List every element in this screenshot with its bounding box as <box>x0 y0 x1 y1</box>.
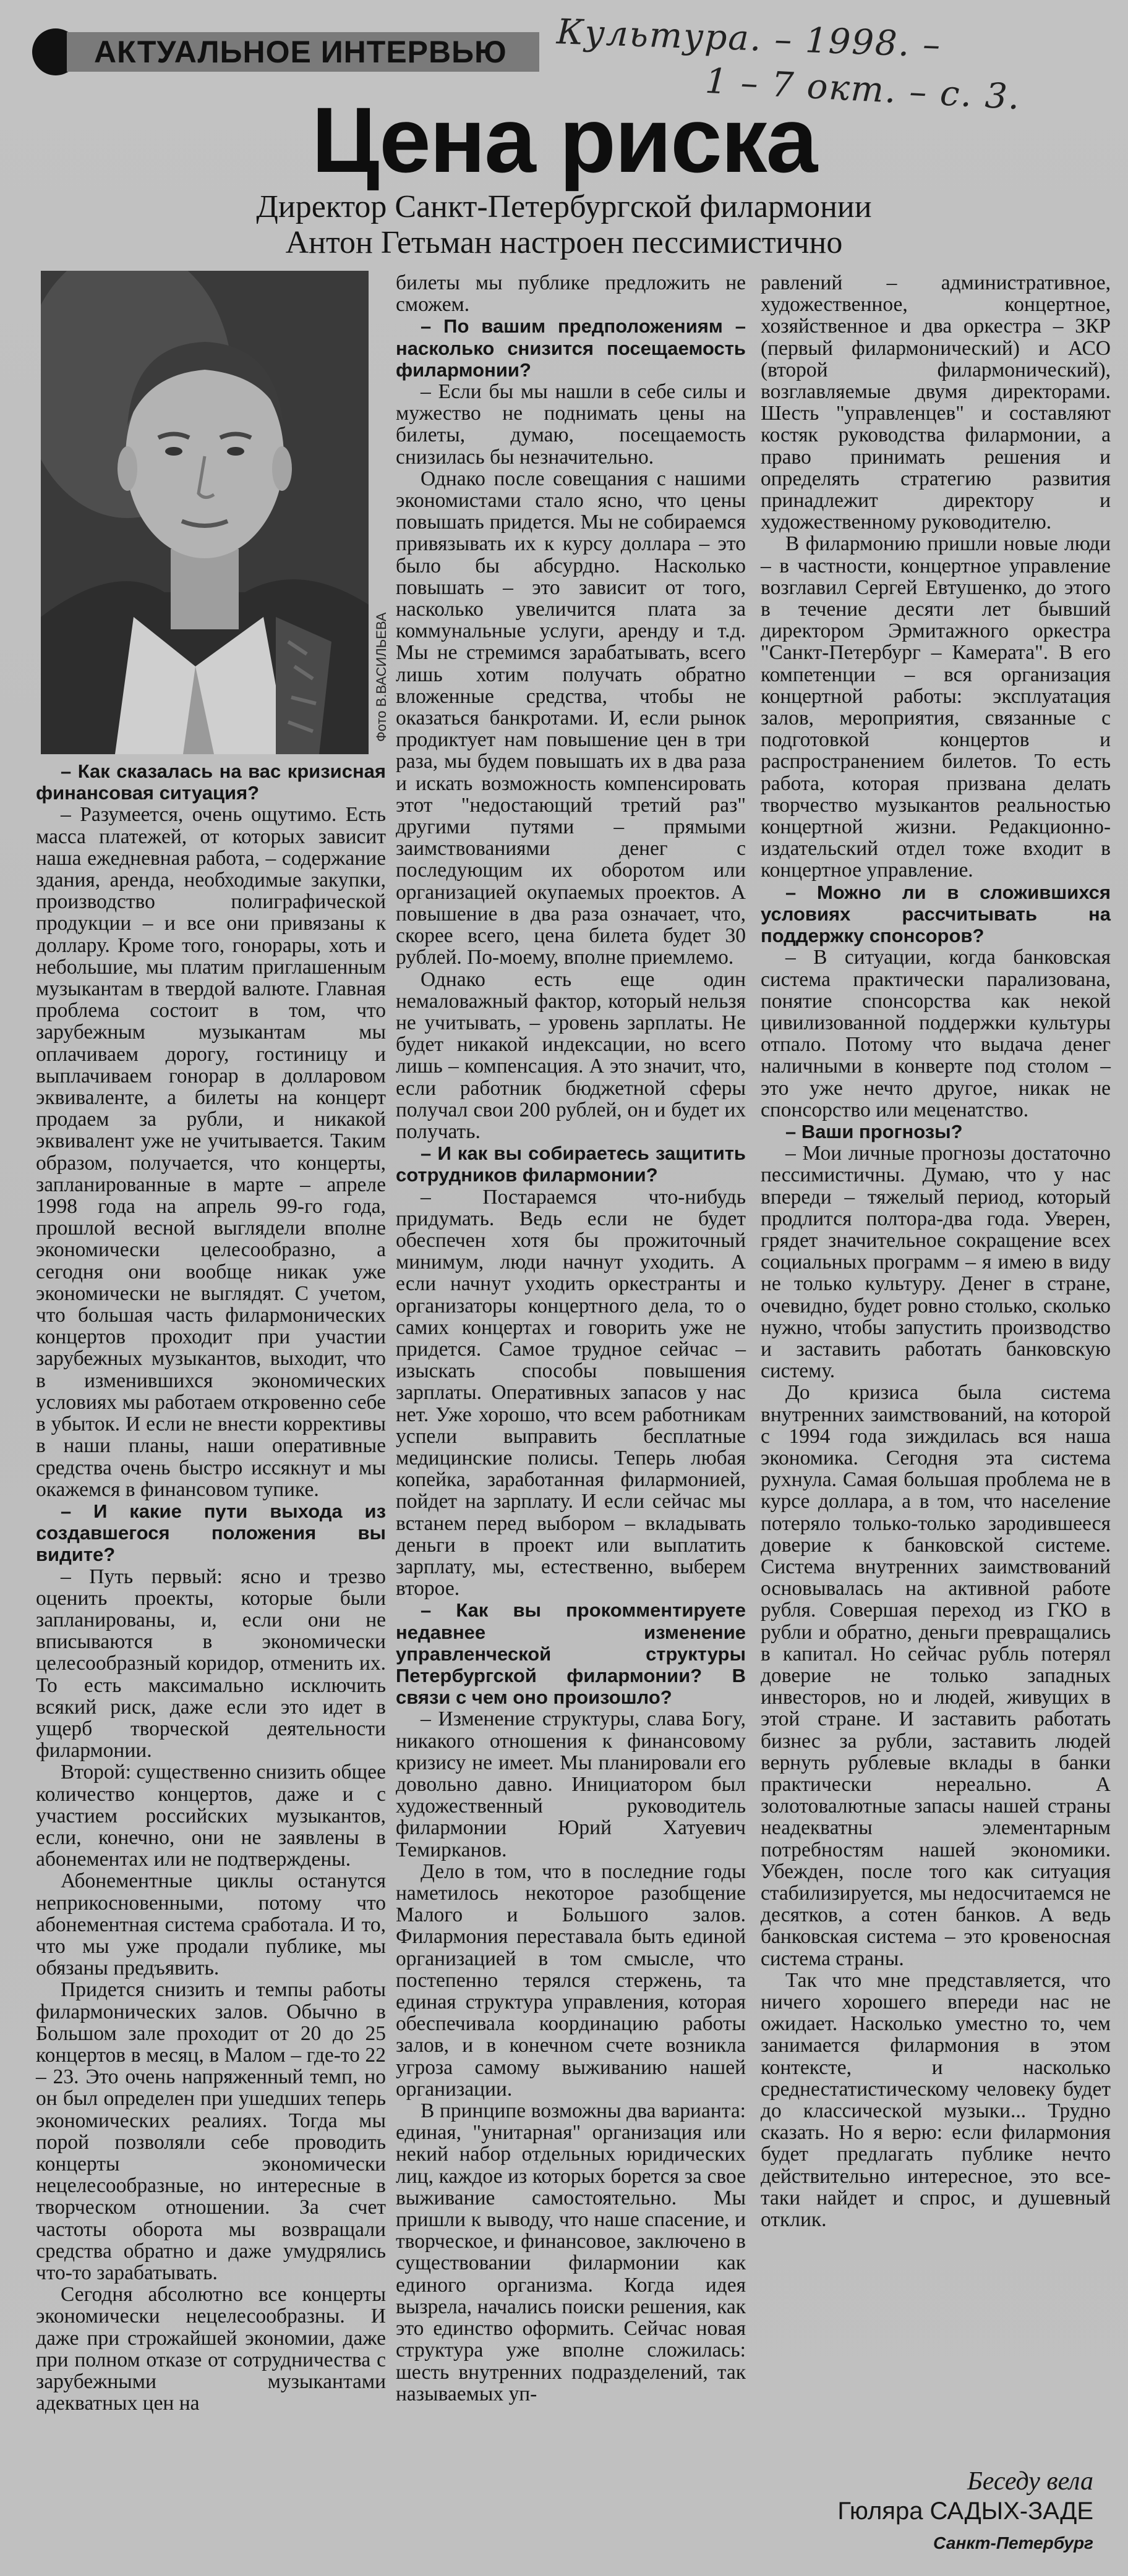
rubric <box>32 25 539 79</box>
photo-credit: Фото В.ВАСИЛЬЕВА <box>374 612 389 742</box>
article-paragraph: – Изменение структуры, слава Богу, никакого отношения к финансовому кризису не имеет. Мы планировали его довольно давно. Инициатором был художественный руководитель филармонии Юрий Хатуевич Темирканов. <box>396 1707 746 1861</box>
portrait-photo <box>41 271 369 754</box>
article-paragraph: Придется снизить и темпы работы филармонических залов. Обычно в Большом зале проходит от 20 до 25 концертов в месяц, в Малом – где-то 22 – 23. Это очень напряженный темп, но он был определен при ушедших теперь экономических реалиях. Тогда мы порой позволяли себе проводить концерты экономически нецелесообразные, но интересные в творческом отношении. За счет частоты оборота мы возвращали средства обратно и даже умудрялись что-то зарабатывать. <box>36 1978 386 2285</box>
article-paragraph: Второй: существенно снизить общее количество концертов, даже и с участием российских музыкантов, если, конечно, они не заявлены в абонементах или не подтверждены. <box>36 1761 386 1871</box>
interview-question: – Как сказалась на вас кризисная финансовая ситуация? <box>36 760 386 804</box>
byline-author: Гюляра САДЫХ-ЗАДЕ <box>837 2497 1093 2525</box>
article-column-3 <box>761 272 1111 2230</box>
interview-question: – И какие пути выхода из создавшегося положения вы видите? <box>36 1500 386 1566</box>
article-paragraph: – Путь первый: ясно и трезво оценить проекты, которые были запланированы, и, если они не вписываются в экономически целесообразный коридор, отменить их. То есть максимально исключить всякий риск, даже если это идет в ущерб творческой деятельности филармонии. <box>36 1565 386 1762</box>
rubric-label: АКТУАЛЬНОЕ ИНТЕРВЬЮ <box>94 35 507 69</box>
article-column-1 <box>36 760 386 2414</box>
article-paragraph: – Если бы мы нашли в себе силы и мужество не поднимать цены на билеты, думаю, посещаемость снизилась бы незначительно. <box>396 380 746 469</box>
article-paragraph: До кризиса была система внутренних заимствований, на которой с 1994 года зиждилась вся наша экономика. Сегодня эта система рухнула. Самая большая проблема не в курсе доллара, а в том, что население потеряло только-только зародившееся доверие к банковской системе. Система внутренних заимствований основывалась на активной работе рубля. Совершая переход из ГКО в рубли и обратно, деньги превращались в капитал. Но сейчас рубль потерял доверие не только западных инвесторов, но и людей, живущих в этой стране. И заставить работать бизнес за рубли, заставить людей вернуть рублевые вклады в банки практически нереально. А золотовалютные запасы нашей страны неадекватны элементарным потребностям нашей экономики. Убежден, после того как ситуация стабилизируется, мы недосчитаемся не десятков, а сотен банков. А ведь банковская система – это кровеносная система страны. <box>761 1381 1111 1970</box>
article-paragraph: Сегодня абсолютно все концерты экономически нецелесообразны. И даже при строжайшей экономии, даже при полном отказе от сотрудничества с зарубежными музыкантами адекватных цен на <box>36 2283 386 2415</box>
handwritten-source-line-2: 1 – 7 окт. – с. 3. <box>704 61 1022 118</box>
article-paragraph: – Мои личные прогнозы достаточно пессимистичны. Думаю, что у нас впереди – тяжелый период, который продлится полтора-два года. Уверен, грядет значительное сокращение всех социальных программ – я имею в виду не только культуру. Денег в стране, очевидно, будет ровно столько, сколько нужно, чтобы запустить производство и заставить работать банковскую систему. <box>761 1142 1111 1383</box>
byline-location: Санкт-Петербург <box>933 2533 1093 2553</box>
rubric-bar <box>67 32 539 72</box>
interview-question: – Как вы прокомментируете недавнее изменение управленческой структуры Петербургской филармонии? В связи с чем оно произошло? <box>396 1599 746 1709</box>
headline: Цена риска <box>311 88 817 192</box>
byline-intro: Беседу вела <box>967 2467 1093 2496</box>
article-paragraph: равлений – административное, художественное, концертное, хозяйственное и два оркестра – ЗКР (первый филармонический) и АСО (второй филармонический), возглавляемые двумя директорами. Шесть "управленцев" и составляют костяк руководства филармонии, а право принимать решения и определять стратегию развития принадлежит директору и художественному руководителю. <box>761 271 1111 534</box>
portrait-illustration <box>41 271 369 754</box>
interview-question: – Можно ли в сложившихся условиях рассчитывать на поддержку спонсоров? <box>761 881 1111 947</box>
interview-question: – Ваши прогнозы? <box>785 1120 963 1142</box>
article-paragraph: В принципе возможны два варианта: единая, "унитарная" организация или некий набор отдельных юридических лиц, каждое из которых борется за свое выживание самостоятельно. Мы пришли к выводу, что наше спасение, и творческое, и финансовое, заключено в существовании филармонии как единого организма. Когда идея вызрела, начались поиски решения, как это единство оформить. Сейчас новая структура уже вполне сложилась: шесть внутренних подразделений, так называемых уп- <box>396 2099 746 2405</box>
article-paragraph: билеты мы публике предложить не сможем. <box>396 271 746 317</box>
article-paragraph: Так что мне представляется, что ничего хорошего впереди нас не ожидает. Насколько уместно то, чем занимается филармония в этом контексте, и насколько среднестатистическому человеку будет до классической музыки... Трудно сказать. Но я верю: если филармония будет предлагать публике нечто действительно интересное, это все-таки найдет и спрос, и душевный отклик. <box>761 1968 1111 2232</box>
article-paragraph: Однако есть еще один немаловажный фактор, который нельзя не учитывать, – уровень зарплаты. Не будет никакой индексации, но всего лишь – компенсация. А это значит, что, если работник бюджетной сферы получал свои 200 рублей, он и будет их получать. <box>396 967 746 1143</box>
article-paragraph: – Постараемся что-нибудь придумать. Ведь если не будет обеспечен хотя бы прожиточный минимум, люди начнут уходить. А если начнут уходить оркестранты и организаторы концертного дела, то о самих концертах и говорить уже не придется. Самое трудное сейчас – изыскать способы повышения зарплаты. Оперативных запасов у нас нет. Уже хорошо, что всем работникам успели выправить бесплатные медицинские полисы. Теперь любая копейка, заработанная филармонией, пойдет на зарплату. И если сейчас мы встанем перед выбором – вкладывать деньги в проект или выплатить зарплату, мы, естественно, выберем второе. <box>396 1185 746 1600</box>
article-paragraph: В филармонию пришли новые люди – в частности, концертное управление возглавил Сергей Евтушенко, до этого в течение десяти лет бывший директором Эрмитажного оркестра "Санкт-Петербург – Камерата". В его компетенции – вся организация концертной работы: эксплуатация залов, мероприятия, связанные с подготовкой концертов и распространением билетов. То есть работа, которая призвана делать творчество музыкантов реальностью концертной жизни. Редакционно-издательский отдел тоже входит в концертное управление. <box>761 532 1111 882</box>
interview-question: – По вашим предположениям – насколько снизится посещаемость филармонии? <box>396 315 746 381</box>
subheadline-line-1: Директор Санкт-Петербургской филармонии <box>256 189 872 224</box>
article-paragraph: Однако после совещания с нашими экономистами стало ясно, что цены повышать придется. Мы не собираемся привязывать их к курсу доллара – это было бы абсурдно. Насколько повышать – это зависит от того, насколько увеличится плата за коммунальные услуги, аренду и т.д. Мы не стремимся зарабатывать, всего лишь хотим получать обратно вложенные средства, чтобы не оказаться банкротами. И, если рынок продиктует нам повышение цен в три раза, мы будем повышать их в два раза и искать возможность компенсировать этот "недостающий третий раз" другими путями – прямыми заимствованиями денег с последующим их оборотом или организацией окупаемых проектов. А повышение в два раза означает, что, скорее всего, цена билета будет 30 рублей. По-моему, вполне приемлемо. <box>396 467 746 969</box>
article-paragraph: Дело в том, что в последние годы наметилось некоторое разобщение Малого и Большого залов. Филармония переставала быть единой организацией в том смысле, что постепенно терялся стержень, та единая структура управления, которая обеспечивала координацию работы залов, и в конечном счете возникла угроза самому выживанию нашей организации. <box>396 1860 746 2101</box>
interview-question: – И как вы собираетесь защитить сотрудников филармонии? <box>396 1142 746 1186</box>
article-paragraph: – Разумеется, очень ощутимо. Есть масса платежей, от которых зависит наша ежедневная работа, – содержание здания, аренда, необходимые закупки, производство полиграфической продукции – и все они привязаны к доллару. Кроме того, гонорары, хоть и небольшие, мы платим приглашенным музыкантам в твердой валюте. Главная проблема состоит в том, что зарубежным музыкантам мы оплачиваем дорогу, гостиницу и выплачиваем гонорар в долларовом эквиваленте, а билеты на концерт продаем за рубли, и никакой эквивалент уже не учитывается. Таким образом, получается, что концерты, запланированные в марте – апреле 1998 года на апрель 99-го года, прошлой весной выглядели вполне экономически целесообразно, а сегодня они вообще никак уже экономически не выглядят. С учетом, что большая часть филармонических концертов проходит при участии зарубежных музыкантов, выходит, что в изменившихся экономических условиях мы работаем откровенно себе в убыток. И если не внести коррективы в наши планы, наши оперативные средства очень быстро иссякнут и мы окажемся в финансовом тупике. <box>36 803 386 1501</box>
article-paragraph: Абонементные циклы останутся неприкосновенными, потому что абонементная система сработала. И то, что мы уже продали публике, мы обязаны предъявить. <box>36 1869 386 1980</box>
article-paragraph: – В ситуации, когда банковская система практически парализована, понятие спонсорства как некой цивилизованной поддержки культуры отпало. Потому что выдача денег наличными в конверте под столом – это уже нечто другое, никак не спонсорство или меценатство. <box>761 946 1111 1121</box>
handwritten-source-line-1: Культура. – 1998. – <box>556 12 942 66</box>
subheadline-line-2: Антон Гетьман настроен пессимистично <box>285 225 843 260</box>
article-column-2 <box>396 272 746 2405</box>
